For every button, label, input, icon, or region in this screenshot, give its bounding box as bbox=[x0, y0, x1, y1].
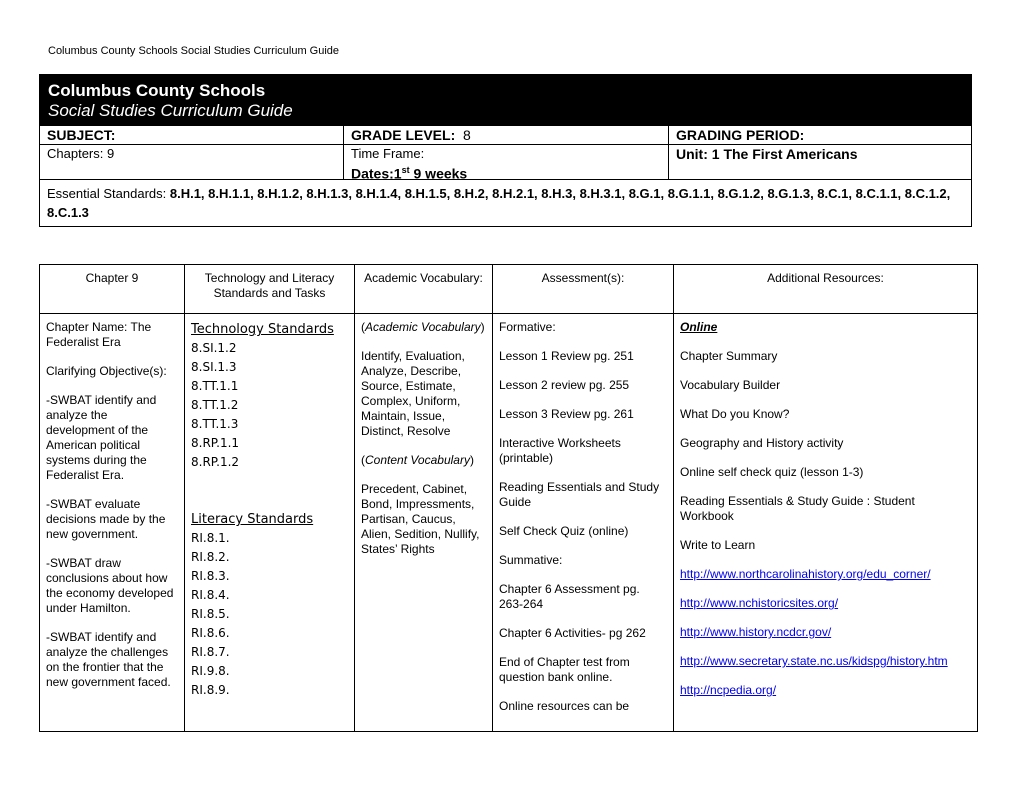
assessment-cell bbox=[493, 314, 674, 731]
assessment-item: Reading Essentials and Study Guide bbox=[499, 480, 660, 509]
tech-standard: 8.TT.1.2 bbox=[191, 398, 239, 412]
grade-label: GRADE LEVEL: bbox=[351, 127, 456, 143]
resource-item: Geography and History activity bbox=[680, 436, 844, 450]
dates-value: Dates:1st 9 weeks bbox=[351, 165, 468, 182]
assessment-item: Formative: bbox=[499, 320, 556, 334]
literacy-standard: RI.8.4. bbox=[191, 588, 230, 602]
assessment-item: Lesson 3 Review pg. 261 bbox=[499, 407, 634, 421]
school-title: Columbus County Schools bbox=[48, 81, 266, 100]
resource-item: Online self check quiz (lesson 1-3) bbox=[680, 465, 864, 479]
resource-link[interactable]: http://www.history.ncdcr.gov/ bbox=[680, 625, 832, 639]
academic-vocab-words: Identify, Evaluation, Analyze, Describe, Source, Estimate, Complex, Uniform, Maintain, Issue, Distinct, Resolve bbox=[361, 349, 465, 438]
grading-period-label: GRADING PERIOD: bbox=[676, 127, 805, 143]
essential-standards-list: 8.H.1, 8.H.1.1, 8.H.1.2, 8.H.1.3, 8.H.1.4, 8.H.1.5, 8.H.2, 8.H.2.1, 8.H.3, 8.H.3.1, 8.G.1, 8.G.1.1, 8.G.1.2, 8.G.1.3, 8.C.1, 8.C.1.1, 8.C.1.2, 8.C.1.3 bbox=[47, 186, 951, 220]
assessment-item: Chapter 6 Activities- pg 262 bbox=[499, 626, 646, 640]
header-table bbox=[39, 74, 972, 227]
resources-cell bbox=[674, 314, 977, 731]
col-header-resources: Additional Resources: bbox=[767, 271, 884, 285]
unit-title: Unit: 1 The First Americans bbox=[676, 146, 858, 162]
tech-standard: 8.RP.1.1 bbox=[191, 436, 240, 450]
resource-item: Write to Learn bbox=[680, 538, 756, 552]
title-banner bbox=[40, 75, 971, 125]
running-header: Columbus County Schools Social Studies Curriculum Guide bbox=[48, 45, 340, 57]
assessment-item: Interactive Worksheets (printable) bbox=[499, 436, 621, 465]
assessment-item: Summative: bbox=[499, 553, 563, 567]
col-header-tech-literacy: Technology and Literacy Standards and Tasks bbox=[185, 265, 355, 313]
objective: -SWBAT draw conclusions about how the economy developed under Hamilton. bbox=[46, 556, 174, 615]
resource-item: What Do you Know? bbox=[680, 407, 790, 421]
resource-link[interactable]: http://www.northcarolinahistory.org/edu_corner/ bbox=[680, 567, 931, 581]
resource-item: Reading Essentials & Study Guide : Student Workbook bbox=[680, 494, 915, 523]
literacy-standards-heading: Literacy Standards bbox=[191, 512, 314, 527]
assessment-item: End of Chapter test from question bank online. bbox=[499, 655, 630, 684]
col-header-assessments: Assessment(s): bbox=[493, 265, 674, 313]
essential-standards-label: Essential Standards: bbox=[47, 186, 170, 201]
essential-standards bbox=[40, 179, 971, 226]
chapters-value: Chapters: 9 bbox=[40, 145, 344, 179]
resource-item: Chapter Summary bbox=[680, 349, 778, 363]
clarifying-label: Clarifying Objective(s): bbox=[46, 364, 167, 378]
objective: -SWBAT identify and analyze the challenges on the frontier that the new government faced. bbox=[46, 630, 171, 689]
tech-literacy-cell bbox=[185, 314, 355, 731]
table-header-row bbox=[40, 265, 977, 314]
assessment-item: Self Check Quiz (online) bbox=[499, 524, 629, 538]
literacy-standard: RI.8.1. bbox=[191, 531, 230, 545]
resource-link[interactable]: http://ncpedia.org/ bbox=[680, 683, 777, 697]
academic-vocab-label: (Academic Vocabulary) bbox=[361, 320, 485, 334]
table-body-row bbox=[40, 314, 977, 731]
literacy-standard: RI.9.8. bbox=[191, 664, 230, 678]
literacy-standard: RI.8.9. bbox=[191, 683, 230, 697]
chapter-name: Chapter Name: The Federalist Era bbox=[46, 320, 152, 349]
objective: -SWBAT identify and analyze the development of the American political systems during the Federalist Era. bbox=[46, 393, 157, 482]
literacy-standard: RI.8.7. bbox=[191, 645, 230, 659]
resource-link[interactable]: http://www.secretary.state.nc.us/kidspg/history.htm bbox=[680, 654, 948, 668]
resource-link[interactable]: http://www.nchistoricsites.org/ bbox=[680, 596, 839, 610]
online-heading: Online bbox=[680, 320, 718, 334]
subject-label: SUBJECT: bbox=[40, 126, 344, 144]
literacy-standard: RI.8.3. bbox=[191, 569, 230, 583]
content-vocab-label: (Content Vocabulary) bbox=[361, 453, 474, 467]
tech-standard: 8.SI.1.3 bbox=[191, 360, 237, 374]
tech-standards-heading: Technology Standards bbox=[191, 322, 334, 337]
time-frame-cell bbox=[344, 145, 669, 182]
assessment-item: Lesson 1 Review pg. 251 bbox=[499, 349, 634, 363]
vocabulary-cell bbox=[355, 314, 493, 731]
objective: -SWBAT evaluate decisions made by the new government. bbox=[46, 497, 166, 541]
col-header-vocabulary: Academic Vocabulary: bbox=[355, 265, 493, 313]
time-frame-label: Time Frame: bbox=[351, 146, 425, 161]
guide-title: Social Studies Curriculum Guide bbox=[48, 101, 293, 120]
literacy-standard: RI.8.6. bbox=[191, 626, 230, 640]
chapter-cell bbox=[40, 314, 185, 731]
grade-value: 8 bbox=[463, 127, 471, 143]
resource-item: Vocabulary Builder bbox=[680, 378, 781, 392]
assessment-item: Online resources can be bbox=[499, 699, 630, 713]
col-header-chapter: Chapter 9 bbox=[40, 265, 185, 313]
assessment-item: Lesson 2 review pg. 255 bbox=[499, 378, 630, 392]
grade-level-cell bbox=[344, 126, 669, 144]
literacy-standard: RI.8.2. bbox=[191, 550, 230, 564]
content-vocab-words: Precedent, Cabinet, Bond, Impressments, Partisan, Caucus, Alien, Sedition, Nullify, States’ Rights bbox=[361, 482, 480, 556]
assessment-item: Chapter 6 Assessment pg. 263-264 bbox=[499, 582, 640, 611]
tech-standard: 8.RP.1.2 bbox=[191, 455, 240, 469]
tech-standard: 8.TT.1.3 bbox=[191, 417, 239, 431]
tech-standard: 8.SI.1.2 bbox=[191, 341, 237, 355]
curriculum-table bbox=[39, 264, 978, 732]
literacy-standard: RI.8.5. bbox=[191, 607, 230, 621]
tech-standard: 8.TT.1.1 bbox=[191, 379, 239, 393]
